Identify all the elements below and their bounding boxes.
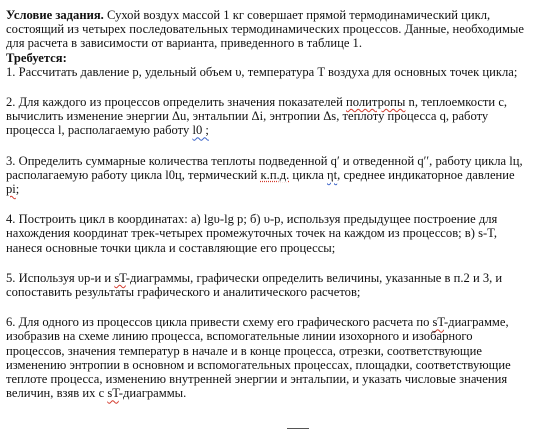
marked-word: pi	[6, 182, 16, 197]
task-heading: Условие задания.	[6, 8, 104, 22]
marked-word: политропы	[346, 95, 406, 110]
requirements-list	[6, 65, 530, 401]
requirement-text: ;	[15, 182, 20, 197]
paragraph-gap	[6, 255, 530, 271]
requirement-text: -диаграмме, изобразив на схеме линию процесса, вспомогательные линии изохорного и изобарного процессов, значения температур в начале и в конце процесса, отрезки, соответствующие изменению энтропии в основном и вспомогательных процессах, площадки, соответствующие теплоте процесса, изменению внутренней энергии и энтальпии, и указать числовые значения величин, взяв их с	[6, 315, 511, 401]
document-page	[6, 8, 530, 400]
requirement-text: n, теплоемкости c, вычислить изменение энергии Δu, энтальпии Δi, энтропии Δs, теплоту процесса q, работу процесса l, располагаемую работу	[6, 95, 508, 138]
marked-word: l0 ;	[192, 123, 209, 138]
requirement-item-6	[6, 315, 530, 400]
requirement-text: 5. Используя υp-и и	[6, 270, 115, 285]
task-text: Сухой воздух массой 1 кг совершает прямой термодинамический цикл, состоящий из четырех последовательных термодинамических процессов. Данные, необходимые для расчета в зависимости от варианта, приведенного в таблице 1.	[6, 8, 524, 51]
requirement-item-4	[6, 212, 530, 255]
paragraph-gap	[6, 138, 530, 154]
requirement-text: , среднее индикаторное давление	[337, 167, 515, 182]
requirement-text: 1. Рассчитать давление p, удельный объем υ, температура T воздуха для основных точек цикла;	[6, 64, 518, 79]
requirement-text: -диаграммы, графически определить величины, указанные в п.2 и 3, и сопоставить результаты графического и аналитического расчетов;	[6, 270, 503, 300]
requirement-text: 3. Определить суммарные количества теплоты подведенной q′ и отведенной q′′, работу цикла lц, располагаемую работу цикла l0ц, термический	[6, 153, 523, 182]
requirement-text: 2. Для каждого из процессов определить значения показателей	[6, 95, 347, 110]
requirement-text: 4. Построить цикл в координатах: а) lgυ-lg p; б) υ-p, используя предыдущее построение для нахождения координат трек-четырех промежуточных точек на каждом из процессов; в) s-T, нанеся основные точки цикла и составляющие его процессы;	[6, 212, 498, 255]
requirement-item-3	[6, 154, 530, 197]
requirement-item-2	[6, 95, 530, 138]
paragraph-gap	[6, 196, 530, 212]
marked-word: sT	[107, 386, 119, 401]
marked-word: sT	[432, 315, 444, 330]
requirement-text: -диаграммы.	[118, 386, 187, 401]
marked-word: ηt	[327, 167, 338, 182]
paragraph-gap	[6, 79, 530, 95]
paragraph-gap	[6, 299, 530, 315]
marked-word: к.п.д.	[260, 167, 290, 182]
requirement-item-1	[6, 65, 530, 79]
required-heading: Требуется:	[6, 50, 67, 65]
marked-word: sT	[114, 270, 126, 285]
requirement-text: цикла	[289, 167, 328, 182]
task-paragraph	[6, 8, 530, 51]
requirement-item-5	[6, 271, 530, 299]
footer-line	[287, 428, 309, 429]
requirement-text: 6. Для одного из процессов цикла привести схему его графического расчета по	[6, 315, 433, 330]
